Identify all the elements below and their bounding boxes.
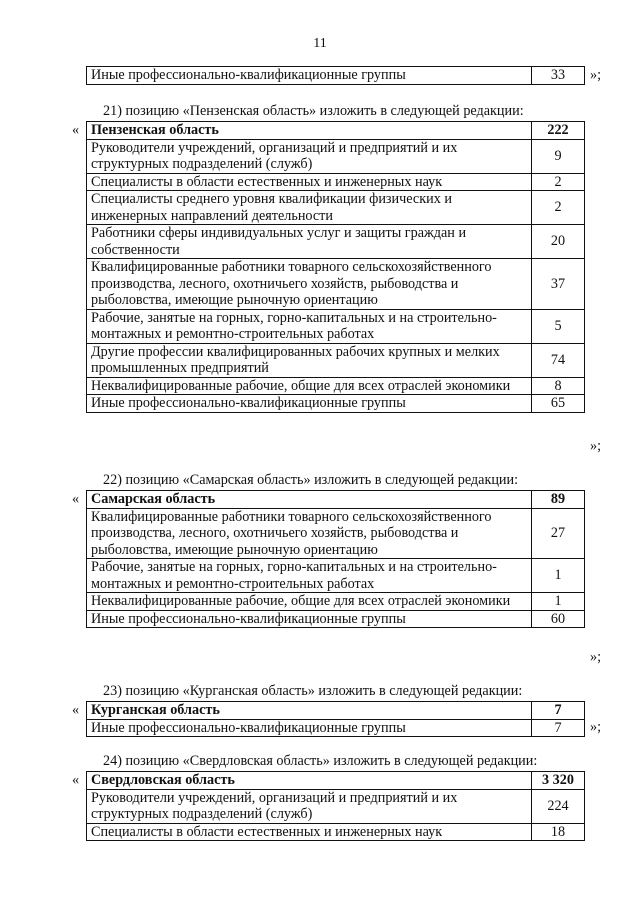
row-value: 20 — [532, 225, 585, 259]
table-header-row — [87, 702, 585, 720]
opening-quote: « — [72, 772, 80, 788]
table-row — [87, 309, 585, 343]
region-name: Самарская область — [87, 491, 532, 509]
table-header-row — [87, 772, 585, 790]
table-row — [87, 593, 585, 611]
row-label: Специалисты в области естественных и инженерных наук — [87, 173, 532, 191]
region-table-samara — [86, 490, 585, 628]
table-row — [87, 789, 585, 823]
row-label: Иные профессионально-квалификационные группы — [87, 610, 532, 628]
table-row — [87, 823, 585, 841]
table-header-row — [87, 122, 585, 140]
region-table-penza — [86, 121, 585, 413]
row-value: 5 — [532, 309, 585, 343]
region-name: Пензенская область — [87, 122, 532, 140]
closing-quote: »; — [590, 649, 602, 665]
region-total: 7 — [532, 702, 585, 720]
row-value: 1 — [532, 593, 585, 611]
table-row — [87, 559, 585, 593]
table-row — [87, 225, 585, 259]
closing-quote: »; — [590, 719, 602, 735]
table-row — [87, 173, 585, 191]
opening-quote: « — [72, 491, 80, 507]
row-value: 224 — [532, 789, 585, 823]
table-row — [87, 259, 585, 310]
table-row — [87, 343, 585, 377]
region-total: 3 320 — [532, 772, 585, 790]
table-row — [87, 508, 585, 559]
row-value: 9 — [532, 139, 585, 173]
row-label: Руководители учреждений, организаций и предприятий и их структурных подразделений (служб) — [87, 789, 532, 823]
region-table-kurgan — [86, 701, 585, 737]
opening-quote: « — [72, 122, 80, 138]
table-row — [87, 377, 585, 395]
closing-quote: »; — [590, 438, 602, 454]
row-value: 2 — [532, 173, 585, 191]
table-header-row — [87, 491, 585, 509]
region-table-sverdlovsk — [86, 771, 585, 841]
row-label: Специалисты среднего уровня квалификации физических и инженерных направлений деятельности — [87, 191, 532, 225]
row-label: Руководители учреждений, организаций и предприятий и их структурных подразделений (служб) — [87, 139, 532, 173]
table-row — [87, 191, 585, 225]
section-intro: 23) позицию «Курганская область» изложить в следующей редакции: — [103, 683, 523, 699]
row-label: Иные профессионально-квалификационные группы — [87, 67, 532, 85]
table-row — [87, 67, 585, 85]
row-value: 65 — [532, 395, 585, 413]
row-value: 37 — [532, 259, 585, 310]
table-row — [87, 139, 585, 173]
row-value: 33 — [532, 67, 585, 85]
region-name: Курганская область — [87, 702, 532, 720]
row-label: Квалифицированные работники товарного сельскохозяйственного производства, лесного, охотничьего хозяйств, рыбоводства и рыболовства, имеющие рыночную ориентацию — [87, 508, 532, 559]
page-number: 11 — [313, 36, 327, 51]
row-label: Квалифицированные работники товарного сельскохозяйственного производства, лесного, охотничьего хозяйств, рыбоводства и рыболовства, имеющие рыночную ориентацию — [87, 259, 532, 310]
row-value: 7 — [532, 719, 585, 737]
row-label: Иные профессионально-квалификационные группы — [87, 395, 532, 413]
table-row — [87, 610, 585, 628]
opening-quote: « — [72, 702, 80, 718]
row-value: 18 — [532, 823, 585, 841]
continuation-table — [86, 66, 585, 85]
row-label: Другие профессии квалифицированных рабочих крупных и мелких промышленных предприятий — [87, 343, 532, 377]
closing-quote: »; — [590, 67, 602, 83]
row-value: 8 — [532, 377, 585, 395]
row-label: Иные профессионально-квалификационные группы — [87, 719, 532, 737]
row-value: 74 — [532, 343, 585, 377]
row-value: 2 — [532, 191, 585, 225]
region-total: 89 — [532, 491, 585, 509]
region-total: 222 — [532, 122, 585, 140]
section-intro: 22) позицию «Самарская область» изложить в следующей редакции: — [103, 472, 519, 488]
row-label: Рабочие, занятые на горных, горно-капитальных и на строительно-монтажных и ремонтно-строительных работах — [87, 309, 532, 343]
row-value: 1 — [532, 559, 585, 593]
table-row — [87, 395, 585, 413]
region-name: Свердловская область — [87, 772, 532, 790]
row-value: 60 — [532, 610, 585, 628]
section-intro: 21) позицию «Пензенская область» изложить в следующей редакции: — [103, 103, 524, 119]
row-label: Неквалифицированные рабочие, общие для всех отраслей экономики — [87, 593, 532, 611]
row-label: Работники сферы индивидуальных услуг и защиты граждан и собственности — [87, 225, 532, 259]
row-label: Рабочие, занятые на горных, горно-капитальных и на строительно-монтажных и ремонтно-строительных работах — [87, 559, 532, 593]
row-label: Неквалифицированные рабочие, общие для всех отраслей экономики — [87, 377, 532, 395]
row-label: Специалисты в области естественных и инженерных наук — [87, 823, 532, 841]
section-intro: 24) позицию «Свердловская область» изложить в следующей редакции: — [103, 753, 538, 769]
table-row — [87, 719, 585, 737]
row-value: 27 — [532, 508, 585, 559]
